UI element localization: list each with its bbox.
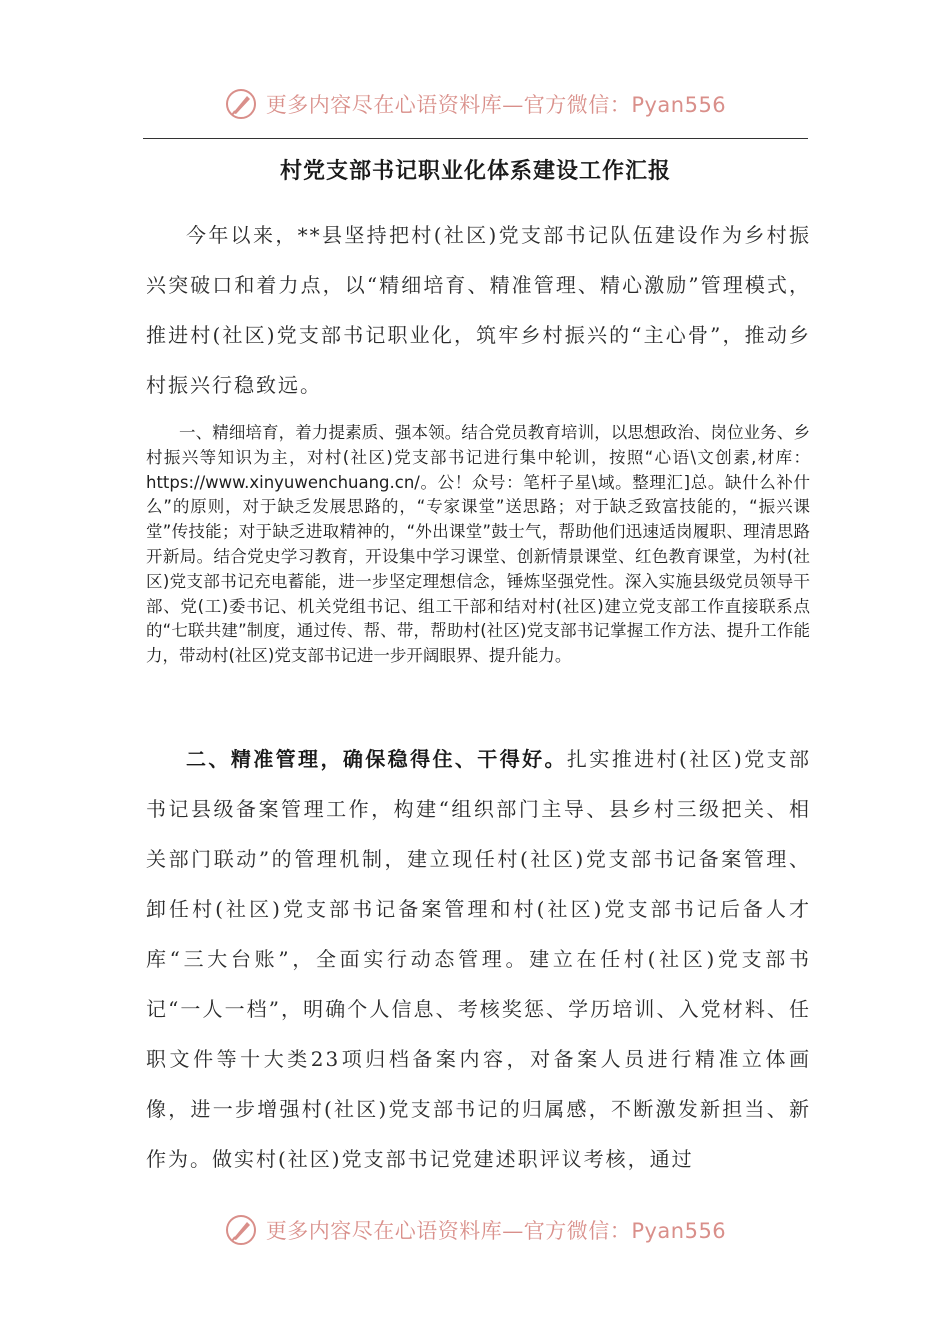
section-two-heading: 二、精准管理，确保稳得住、干得好。	[186, 747, 567, 771]
quill-pen-logo-icon	[224, 87, 258, 121]
section-one-paragraph: 一、精细培育，着力提素质、强本领。结合党员教育培训，以思想政治、岗位业务、乡村振兴等知识为主，对村(社区)党支部书记进行集中轮训，按照“心语\文创素,材库：https://www.xinyuwenchuang.cn/。公！众号：笔杆子星\域。整理汇]总。缺什么补什么”的原则，对于缺乏发展思路的，“专家课堂”送思路；对于缺乏致富技能的，“振兴课堂”传技能；对于缺乏进取精神的，“外出课堂”鼓士气，帮助他们迅速适岗履职、理清思路开新局。结合党史学习教育，开设集中学习课堂、创新情景课堂、红色教育课堂，为村(社区)党支部书记充电蓄能，进一步坚定理想信念，锤炼坚强党性。深入实施县级党员领导干部、党(工)委书记、机关党组书记、组工干部和结对村(社区)建立党支部工作直接联系点的“七联共建”制度，通过传、帮、带，帮助村(社区)党支部书记掌握工作方法、提升工作能力，带动村(社区)党支部书记进一步开阔眼界、提升能力。	[146, 423, 810, 666]
header-banner	[0, 84, 950, 124]
document-title: 村党支部书记职业化体系建设工作汇报	[279, 159, 671, 184]
banner-text: 更多内容尽在心语资料库—官方微信：Pyan556	[265, 93, 727, 117]
section-two-body: 扎实推进村(社区)党支部书记县级备案管理工作，构建“组织部门主导、县乡村三级把关、相关部门联动”的管理机制，建立现任村(社区)党支部书记备案管理、卸任村(社区)党支部书记备案管理和村(社区)党支部书记后备人才库“三大台账”，全面实行动态管理。建立在任村(社区)党支部书记“一人一档”，明确个人信息、考核奖惩、学历培训、入党材料、任职文件等十大类23项归档备案内容，对备案人员进行精准立体画像，进一步增强村(社区)党支部书记的归属感，不断激发新担当、新作为。做实村(社区)党支部书记党建述职评议考核，通过	[146, 747, 812, 1171]
intro-paragraph: 今年以来，**县坚持把村(社区)党支部书记队伍建设作为乡村振兴突破口和着力点，以“精细培育、精准管理、精心激励”管理模式，推进村(社区)党支部书记职业化，筑牢乡村振兴的“主心骨”，推动乡村振兴行稳致远。	[146, 223, 811, 397]
quill-pen-logo-icon	[224, 1213, 258, 1247]
header-divider	[143, 138, 808, 139]
section-two-paragraph	[146, 734, 811, 1184]
banner-text: 更多内容尽在心语资料库—官方微信：Pyan556	[265, 1219, 727, 1243]
footer-banner	[0, 1210, 950, 1250]
